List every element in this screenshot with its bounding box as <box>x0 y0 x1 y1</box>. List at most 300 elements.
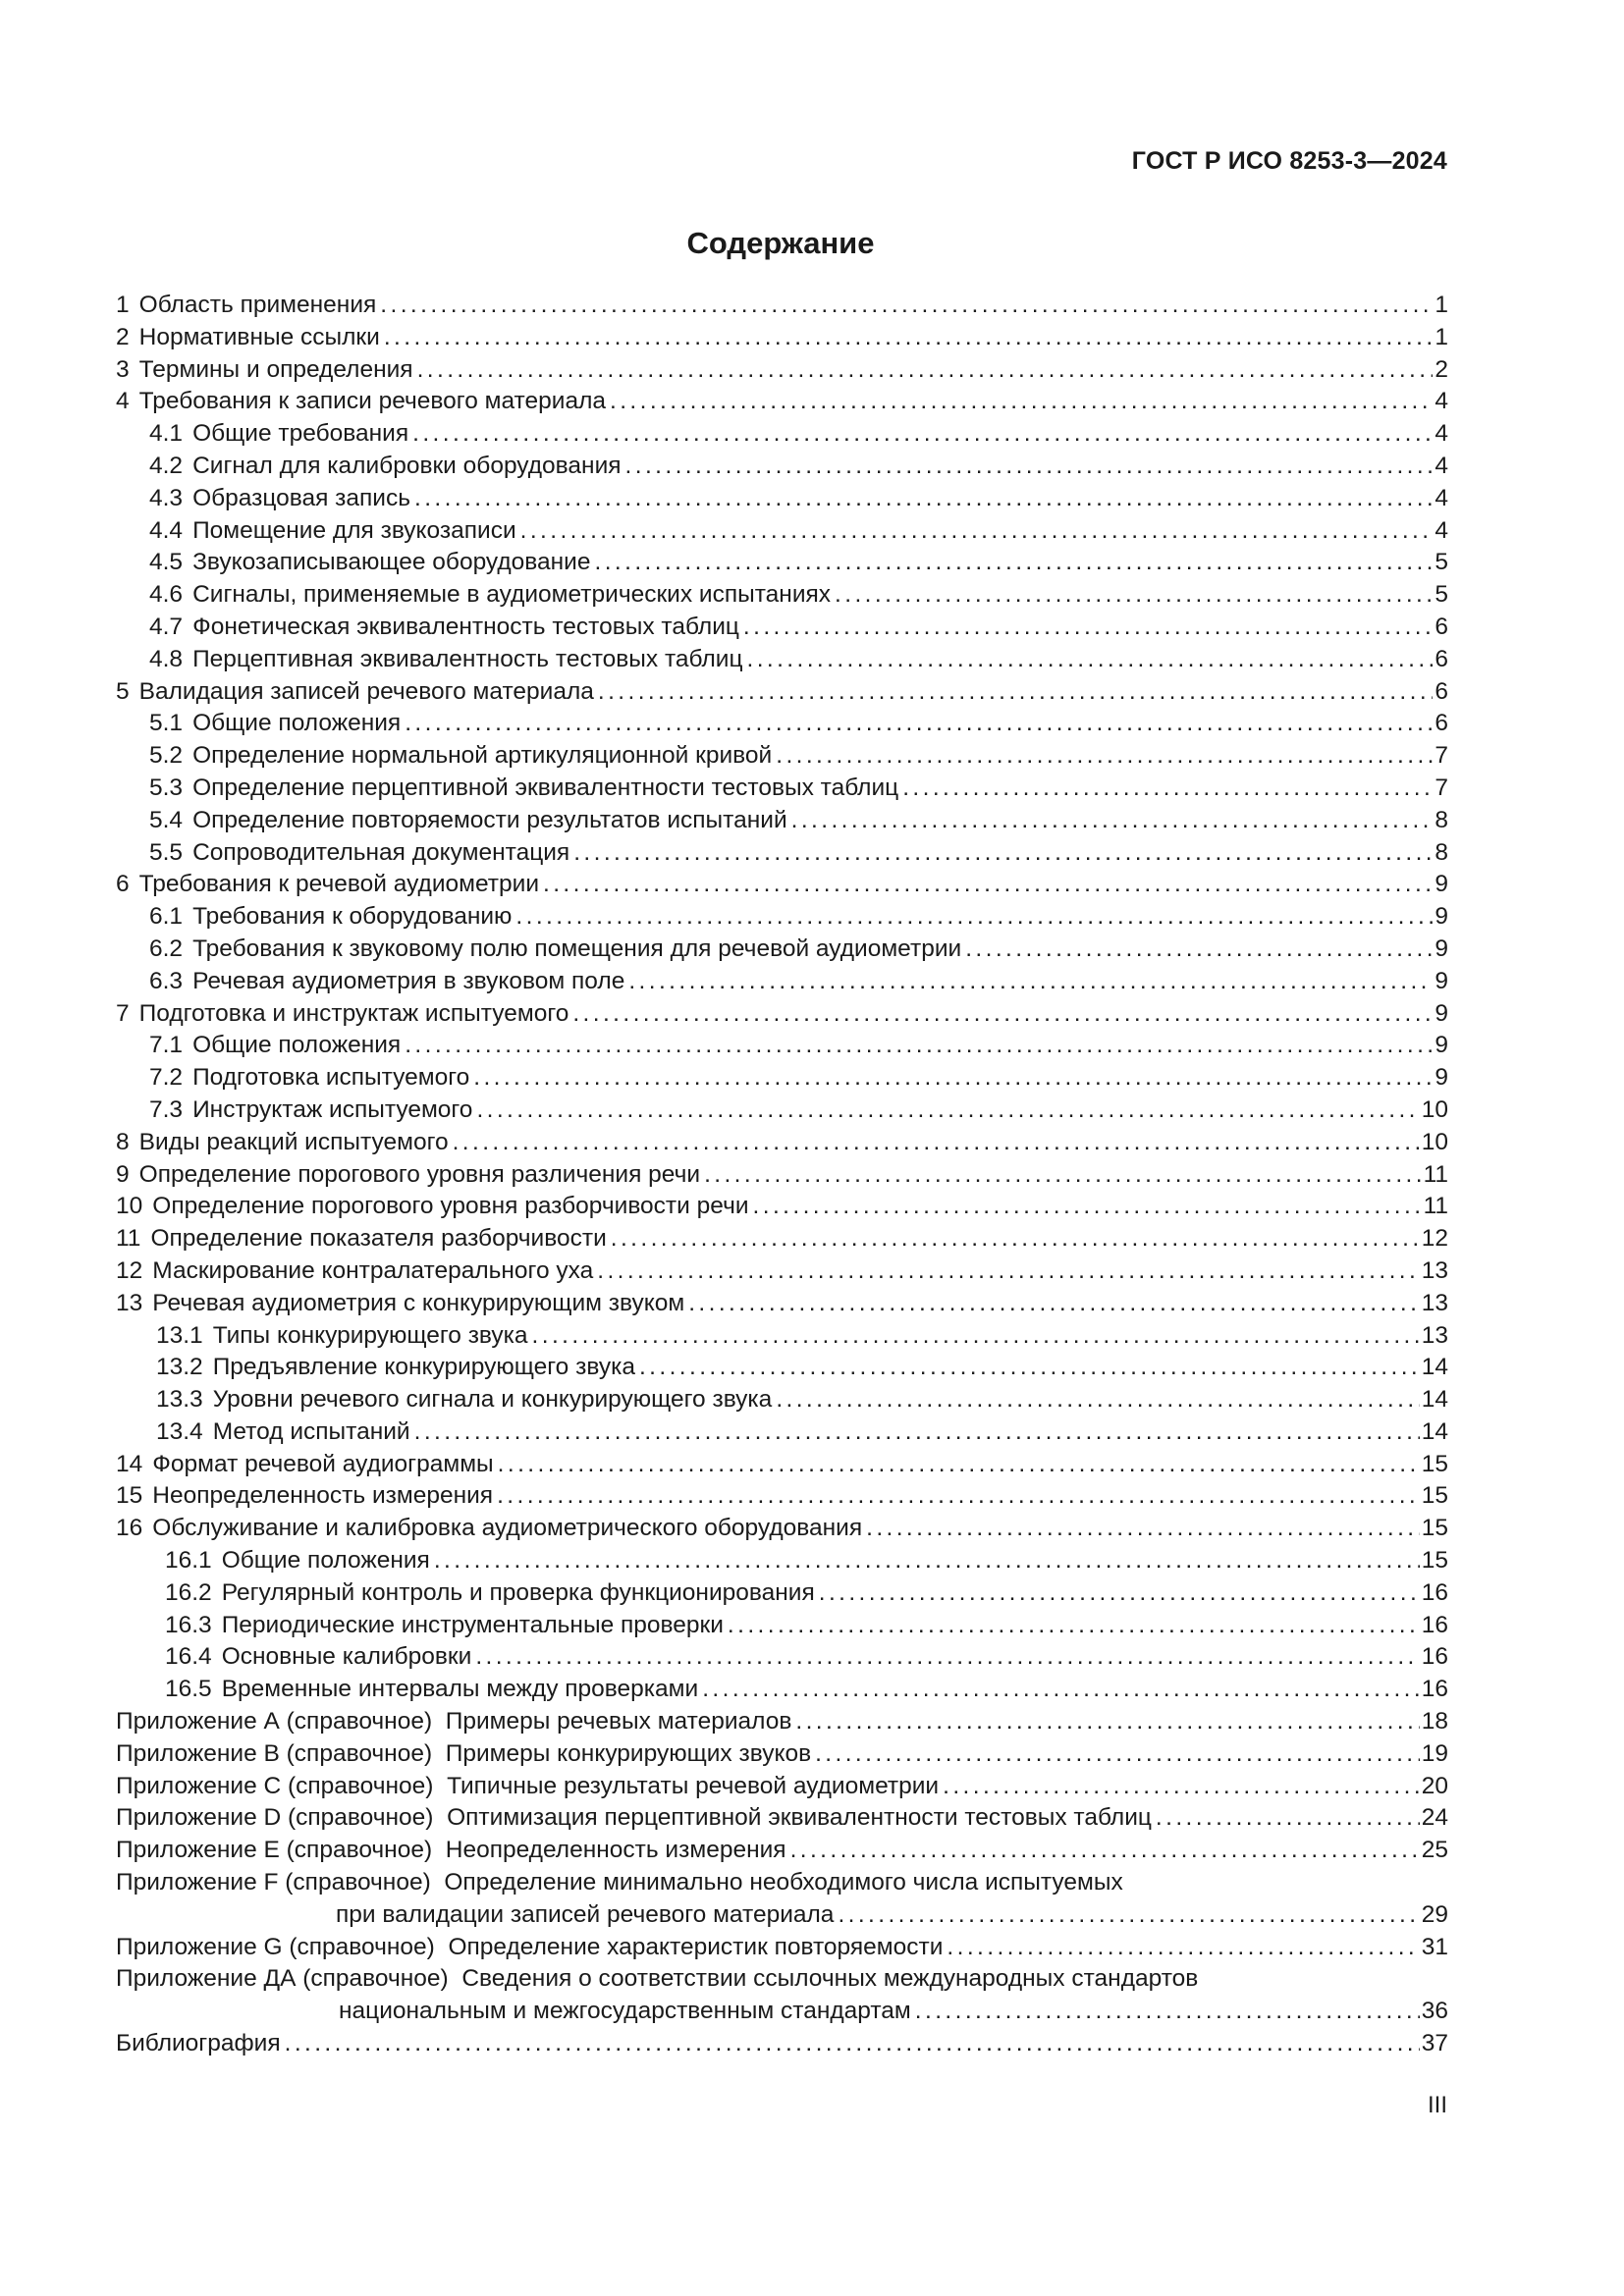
section-title: Определение нормальной артикуляционной кривой <box>192 742 773 770</box>
page-number: 15 <box>1421 1515 1448 1542</box>
appendix-title: Типичные результаты речевой аудиометрии <box>447 1772 940 1799</box>
page-number: 16 <box>1421 1676 1448 1703</box>
section-number: 6 <box>116 871 130 898</box>
section-title: Перцептивная эквивалентность тестовых таблиц <box>192 645 743 672</box>
entry-label <box>116 998 572 1031</box>
toc-entry-appendix-2[interactable] <box>116 1771 1448 1803</box>
page-number: 2 <box>1435 355 1448 383</box>
section-title: Инструктаж испытуемого <box>192 1095 473 1123</box>
entry-label <box>165 1545 434 1577</box>
page-number: 18 <box>1421 1708 1448 1735</box>
section-number: 7.1 <box>149 1032 184 1059</box>
section-title: Сигнал для калибровки оборудования <box>192 452 622 479</box>
section-title: Уровни речевого сигнала и конкурирующего звука <box>212 1386 773 1414</box>
section-title: Требования к оборудованию <box>192 903 513 931</box>
section-number: 13.3 <box>156 1386 203 1414</box>
entry-label <box>149 515 520 548</box>
toc-entry-4-2[interactable] <box>116 451 1448 483</box>
page-number: 9 <box>1435 871 1448 898</box>
toc-entry-8[interactable] <box>116 1127 1448 1159</box>
toc-entry-5-5[interactable] <box>116 837 1448 870</box>
appendix-title-cont: национальным и межгосударственным стандартам <box>339 1998 911 2025</box>
toc-entry-4[interactable] <box>116 386 1448 418</box>
page-number: 19 <box>1421 1739 1448 1767</box>
section-number: 9 <box>116 1160 130 1188</box>
entry-label <box>149 805 791 837</box>
section-number: 4.2 <box>149 452 184 479</box>
toc-entry-16-2[interactable] <box>116 1577 1448 1610</box>
leader-dots <box>595 547 1434 579</box>
section-title: Определение показателя разборчивости <box>150 1225 607 1253</box>
leader-dots <box>497 1480 1420 1513</box>
toc-entry-4-1[interactable] <box>116 418 1448 451</box>
entry-label <box>116 1223 611 1255</box>
page-number: 9 <box>1435 934 1448 962</box>
toc-entry-7-3[interactable] <box>116 1095 1448 1127</box>
page-number-footer: III <box>1427 2092 1447 2118</box>
section-title: Подготовка и инструктаж испытуемого <box>138 999 569 1027</box>
section-title: Обслуживание и калибровка аудиометрического оборудования <box>152 1515 863 1542</box>
entry-label <box>116 1449 498 1481</box>
entry-label <box>149 934 965 966</box>
section-title: Метод испытаний <box>212 1417 410 1445</box>
leader-dots <box>405 708 1433 740</box>
entry-label <box>149 708 405 740</box>
page-number: 36 <box>1421 1998 1448 2025</box>
leader-dots <box>1156 1802 1420 1835</box>
section-title: Определение повторяемости результатов испытаний <box>192 806 787 833</box>
toc-entry-12[interactable] <box>116 1255 1448 1288</box>
entry-label <box>149 1095 476 1127</box>
toc-entry-16-3[interactable] <box>116 1610 1448 1642</box>
leader-dots <box>704 1159 1422 1192</box>
section-number: 7 <box>116 999 130 1027</box>
appendix-title: Определение характеристик повторяемости <box>448 1933 944 1960</box>
appendix-label: Приложение С (справочное) <box>116 1772 434 1799</box>
page-number: 13 <box>1421 1321 1448 1349</box>
page-number: 7 <box>1435 742 1448 770</box>
entry-label <box>165 1610 728 1642</box>
entry-label <box>149 579 835 612</box>
leader-dots <box>965 934 1433 966</box>
entry-label <box>149 451 625 483</box>
toc-entry-16-4[interactable] <box>116 1641 1448 1674</box>
section-title: Предъявление конкурирующего звука <box>212 1354 635 1381</box>
page-number: 5 <box>1435 549 1448 576</box>
page-number: 31 <box>1421 1933 1448 1960</box>
toc-entry-14[interactable] <box>116 1449 1448 1481</box>
leader-dots <box>753 1191 1422 1223</box>
page-number: 8 <box>1435 838 1448 866</box>
section-number: 2 <box>116 323 130 350</box>
page-number: 16 <box>1421 1643 1448 1671</box>
toc-entry-6[interactable] <box>116 869 1448 901</box>
page-number: 7 <box>1435 774 1448 801</box>
toc-entry-13[interactable] <box>116 1288 1448 1320</box>
entry-label <box>149 966 628 998</box>
entry-label <box>116 1835 790 1867</box>
page-number: 20 <box>1421 1772 1448 1799</box>
leader-dots <box>417 354 1434 387</box>
section-title: Определение перцептивной эквивалентности тестовых таблиц <box>192 774 899 801</box>
page-number: 16 <box>1421 1578 1448 1606</box>
leader-dots <box>746 644 1433 676</box>
leader-dots <box>866 1513 1420 1545</box>
section-title: Определение порогового уровня разборчивости речи <box>152 1193 749 1220</box>
toc-entry-4-4[interactable] <box>116 515 1448 548</box>
toc-entry-2[interactable] <box>116 322 1448 354</box>
leader-dots <box>795 1706 1419 1738</box>
toc-entry-5-2[interactable] <box>116 740 1448 773</box>
section-number: 5.3 <box>149 774 184 801</box>
entry-label <box>149 418 412 451</box>
toc-entry-appendix-g[interactable] <box>116 1932 1448 1964</box>
entry-label <box>149 837 573 870</box>
leader-dots <box>412 418 1433 451</box>
section-number: 6.1 <box>149 903 184 931</box>
page-number: 8 <box>1435 806 1448 833</box>
section-number: 4.1 <box>149 420 184 448</box>
entry-label <box>156 1320 532 1353</box>
toc-entry-7-2[interactable] <box>116 1062 1448 1095</box>
section-number: 4.8 <box>149 645 184 672</box>
leader-dots <box>573 837 1433 870</box>
page-number: 1 <box>1435 292 1448 318</box>
toc-entry-13-1[interactable] <box>116 1320 1448 1353</box>
section-title: Маскирование контралатерального уха <box>152 1256 594 1284</box>
section-number: 16.4 <box>165 1643 212 1671</box>
section-number: 16.3 <box>165 1611 212 1638</box>
leader-dots <box>688 1288 1420 1320</box>
section-title: Образцовая запись <box>192 484 411 511</box>
page-number: 11 <box>1423 1160 1448 1188</box>
entry-label <box>156 1384 776 1416</box>
section-number: 13.1 <box>156 1321 203 1349</box>
leader-dots <box>610 386 1433 418</box>
leader-dots <box>498 1449 1420 1481</box>
toc-entry-appendix-0[interactable] <box>116 1706 1448 1738</box>
entry-label <box>116 1802 1156 1835</box>
toc-entry-appendix-f[interactable] <box>116 1867 1448 1932</box>
section-title: Основные калибровки <box>221 1643 472 1671</box>
page-number: 6 <box>1435 677 1448 705</box>
entry-label <box>116 322 384 354</box>
section-title: Неопределенность измерения <box>152 1482 494 1510</box>
toc-entry-5-3[interactable] <box>116 773 1448 805</box>
section-title: Типы конкурирующего звука <box>212 1321 528 1349</box>
section-number: 3 <box>116 355 130 383</box>
leader-dots <box>473 1062 1433 1095</box>
toc-entry-5[interactable] <box>116 676 1448 709</box>
table-of-contents <box>116 290 1448 2060</box>
section-title: Требования к звуковому полю помещения для речевой аудиометрии <box>192 934 962 962</box>
page-number: 4 <box>1435 452 1448 479</box>
leader-dots <box>947 1932 1419 1964</box>
appendix-label: Приложение D (справочное) <box>116 1804 434 1832</box>
page-number: 14 <box>1421 1386 1448 1414</box>
entry-label <box>149 1062 473 1095</box>
leader-dots <box>902 773 1433 805</box>
page-number: 4 <box>1435 420 1448 448</box>
toc-entry-10[interactable] <box>116 1191 1448 1223</box>
section-number: 11 <box>116 1225 141 1253</box>
section-title: Помещение для звукозаписи <box>192 516 516 544</box>
toc-entry-4-7[interactable] <box>116 612 1448 644</box>
section-number: 13.2 <box>156 1354 203 1381</box>
leader-dots <box>405 1030 1433 1062</box>
section-title: Требования к речевой аудиометрии <box>138 871 540 898</box>
section-number: 13 <box>116 1289 143 1316</box>
leader-dots <box>434 1545 1420 1577</box>
entry-label <box>116 290 380 322</box>
page-number: 16 <box>1421 1611 1448 1638</box>
leader-dots <box>476 1095 1419 1127</box>
appendix-da-line2 <box>116 1996 1448 2028</box>
appendix-f-line2 <box>116 1899 1448 1932</box>
section-title: Виды реакций испытуемого <box>138 1128 449 1155</box>
section-title: Определение порогового уровня различения речи <box>138 1160 701 1188</box>
toc-entry-appendix-3[interactable] <box>116 1802 1448 1835</box>
entry-label <box>156 1352 639 1384</box>
entry-label <box>165 1641 475 1674</box>
appendix-label: Приложение Е (справочное) <box>116 1837 433 1864</box>
appendix-label: Приложение А (справочное) <box>116 1708 433 1735</box>
section-title: Звукозаписывающее оборудование <box>192 549 591 576</box>
toc-entry-15[interactable] <box>116 1480 1448 1513</box>
toc-entry-bibliography[interactable] <box>116 2028 1448 2060</box>
section-title: Речевая аудиометрия в звуковом поле <box>192 967 625 994</box>
page-number: 13 <box>1421 1289 1448 1316</box>
section-title: Валидация записей речевого материала <box>138 677 594 705</box>
section-title: Формат речевой аудиограммы <box>152 1450 494 1477</box>
section-number: 10 <box>116 1193 143 1220</box>
section-number: 4.4 <box>149 516 184 544</box>
document-code: ГОСТ Р ИСО 8253-3—2024 <box>1131 147 1447 175</box>
page-number: 11 <box>1423 1193 1448 1220</box>
leader-dots <box>943 1771 1420 1803</box>
entry-label <box>165 1674 702 1706</box>
leader-dots <box>819 1577 1420 1610</box>
section-number: 16.2 <box>165 1578 212 1606</box>
leader-dots <box>597 1255 1420 1288</box>
leader-dots <box>791 805 1434 837</box>
leader-dots <box>285 2028 1420 2060</box>
entry-label <box>149 483 414 515</box>
leader-dots <box>776 1384 1419 1416</box>
entry-label <box>156 1416 414 1449</box>
section-number: 16 <box>116 1515 143 1542</box>
entry-label <box>165 1577 819 1610</box>
toc-entry-6-1[interactable] <box>116 901 1448 934</box>
leader-dots <box>628 966 1433 998</box>
section-number: 5.5 <box>149 838 184 866</box>
entry-label <box>149 612 743 644</box>
leader-dots <box>532 1320 1420 1353</box>
toc-entry-11[interactable] <box>116 1223 1448 1255</box>
toc-entry-5-4[interactable] <box>116 805 1448 837</box>
entry-label <box>116 1771 943 1803</box>
entry-label <box>116 1706 795 1738</box>
section-number: 5.2 <box>149 742 184 770</box>
leader-dots <box>453 1127 1420 1159</box>
toc-entry-4-5[interactable] <box>116 547 1448 579</box>
leader-dots <box>728 1610 1420 1642</box>
section-number: 16.5 <box>165 1676 212 1703</box>
section-number: 7.2 <box>149 1064 184 1092</box>
section-number: 14 <box>116 1450 143 1477</box>
toc-entry-9[interactable] <box>116 1159 1448 1192</box>
appendix-title-cont: при валидации записей речевого материала <box>336 1900 835 1928</box>
section-number: 4.7 <box>149 613 184 640</box>
appendix-label: Приложение G (справочное) <box>116 1933 435 1960</box>
page-number: 9 <box>1435 967 1448 994</box>
page-number: 10 <box>1421 1128 1448 1155</box>
toc-entry-7[interactable] <box>116 998 1448 1031</box>
entry-label <box>116 1738 815 1771</box>
section-number: 4.5 <box>149 549 184 576</box>
toc-entry-16-1[interactable] <box>116 1545 1448 1577</box>
appendix-label: Приложение F (справочное) <box>116 1869 431 1896</box>
toc-entry-appendix-1[interactable] <box>116 1738 1448 1771</box>
appendix-title: Оптимизация перцептивной эквивалентности тестовых таблиц <box>447 1804 1152 1832</box>
section-number: 13.4 <box>156 1417 203 1445</box>
appendix-title: Примеры речевых материалов <box>445 1708 792 1735</box>
toc-entry-16[interactable] <box>116 1513 1448 1545</box>
section-number: 12 <box>116 1256 143 1284</box>
toc-entry-4-3[interactable] <box>116 483 1448 515</box>
appendix-title: Примеры конкурирующих звуков <box>445 1739 812 1767</box>
entry-label <box>149 644 746 676</box>
leader-dots <box>475 1641 1419 1674</box>
page-number: 9 <box>1435 999 1448 1027</box>
leader-dots <box>611 1223 1420 1255</box>
leader-dots <box>384 322 1434 354</box>
page-number: 15 <box>1421 1482 1448 1510</box>
entry-label <box>116 354 417 387</box>
section-number: 5.1 <box>149 710 184 737</box>
toc-entry-6-3[interactable] <box>116 966 1448 998</box>
appendix-title: Неопределенность измерения <box>445 1837 786 1864</box>
toc-entry-13-2[interactable] <box>116 1352 1448 1384</box>
leader-dots <box>915 1996 1420 2028</box>
leader-dots <box>743 612 1433 644</box>
page-number: 14 <box>1421 1417 1448 1445</box>
section-title: Общие положения <box>221 1547 430 1575</box>
toc-main-list <box>116 290 1448 1706</box>
leader-dots <box>838 1899 1419 1932</box>
toc-entry-6-2[interactable] <box>116 934 1448 966</box>
section-title: Фонетическая эквивалентность тестовых таблиц <box>192 613 739 640</box>
page-number: 4 <box>1435 388 1448 415</box>
section-title: Речевая аудиометрия с конкурирующим звуком <box>152 1289 685 1316</box>
section-number: 1 <box>116 292 130 318</box>
section-number: 4.6 <box>149 581 184 609</box>
section-title: Временные интервалы между проверками <box>221 1676 699 1703</box>
toc-appendix-list <box>116 1706 1448 1867</box>
toc-entry-13-3[interactable] <box>116 1384 1448 1416</box>
leader-dots <box>572 998 1433 1031</box>
toc-entry-1[interactable] <box>116 290 1448 322</box>
toc-entry-3[interactable] <box>116 354 1448 387</box>
appendix-label: Приложение ДА (справочное) <box>116 1965 449 1993</box>
entry-label <box>116 1191 753 1223</box>
section-title: Общие положения <box>192 710 402 737</box>
leader-dots <box>520 515 1434 548</box>
toc-entry-7-1[interactable] <box>116 1030 1448 1062</box>
page-number: 1 <box>1435 323 1448 350</box>
page-number: 13 <box>1421 1256 1448 1284</box>
entry-label <box>149 901 515 934</box>
page-number: 15 <box>1421 1547 1448 1575</box>
leader-dots <box>776 740 1433 773</box>
section-number: 5 <box>116 677 130 705</box>
entry-label <box>116 676 598 709</box>
section-title: Нормативные ссылки <box>138 323 380 350</box>
entry-label <box>116 1159 704 1192</box>
section-title: Подготовка испытуемого <box>192 1064 470 1092</box>
toc-entry-4-6[interactable] <box>116 579 1448 612</box>
section-number: 4 <box>116 388 130 415</box>
section-number: 4.3 <box>149 484 184 511</box>
section-number: 6.2 <box>149 934 184 962</box>
page-number: 10 <box>1421 1095 1448 1123</box>
page-number: 15 <box>1421 1450 1448 1477</box>
page-number: 29 <box>1421 1900 1448 1928</box>
page-number: 24 <box>1421 1804 1448 1832</box>
section-title: Область применения <box>138 292 377 318</box>
page-number: 4 <box>1435 484 1448 511</box>
entry-label <box>116 1513 866 1545</box>
leader-dots <box>639 1352 1420 1384</box>
section-number: 6.3 <box>149 967 184 994</box>
section-number: 16.1 <box>165 1547 212 1575</box>
section-number: 7.3 <box>149 1095 184 1123</box>
section-title: Сопроводительная документация <box>192 838 570 866</box>
entry-label <box>116 1255 597 1288</box>
section-number: 8 <box>116 1128 130 1155</box>
toc-entry-appendix-4[interactable] <box>116 1835 1448 1867</box>
leader-dots <box>414 1416 1420 1449</box>
appendix-f-line1 <box>116 1867 1448 1899</box>
leader-dots <box>598 676 1433 709</box>
section-number: 5.4 <box>149 806 184 833</box>
section-number: 15 <box>116 1482 143 1510</box>
toc-entry-13-4[interactable] <box>116 1416 1448 1449</box>
section-title: Требования к записи речевого материала <box>138 388 606 415</box>
entry-label <box>116 1480 497 1513</box>
leader-dots <box>702 1674 1420 1706</box>
entry-label <box>149 740 776 773</box>
entry-label <box>116 869 543 901</box>
page-number: 14 <box>1421 1354 1448 1381</box>
entry-label: Библиография <box>116 2030 281 2057</box>
toc-entry-4-8[interactable] <box>116 644 1448 676</box>
section-title: Общие требования <box>192 420 409 448</box>
page-title: Содержание <box>686 226 875 260</box>
page-number: 37 <box>1421 2030 1448 2057</box>
toc-entry-5-1[interactable] <box>116 708 1448 740</box>
toc-entry-16-5[interactable] <box>116 1674 1448 1706</box>
page-number: 12 <box>1421 1225 1448 1253</box>
appendix-title: Сведения о соответствии ссылочных международных стандартов <box>461 1965 1199 1993</box>
entry-label <box>116 1932 947 1964</box>
toc-entry-appendix-da[interactable] <box>116 1963 1448 2028</box>
page-number: 6 <box>1435 710 1448 737</box>
appendix-label: Приложение В (справочное) <box>116 1739 433 1767</box>
entry-label <box>116 1288 688 1320</box>
section-title: Термины и определения <box>138 355 413 383</box>
entry-label <box>149 547 595 579</box>
